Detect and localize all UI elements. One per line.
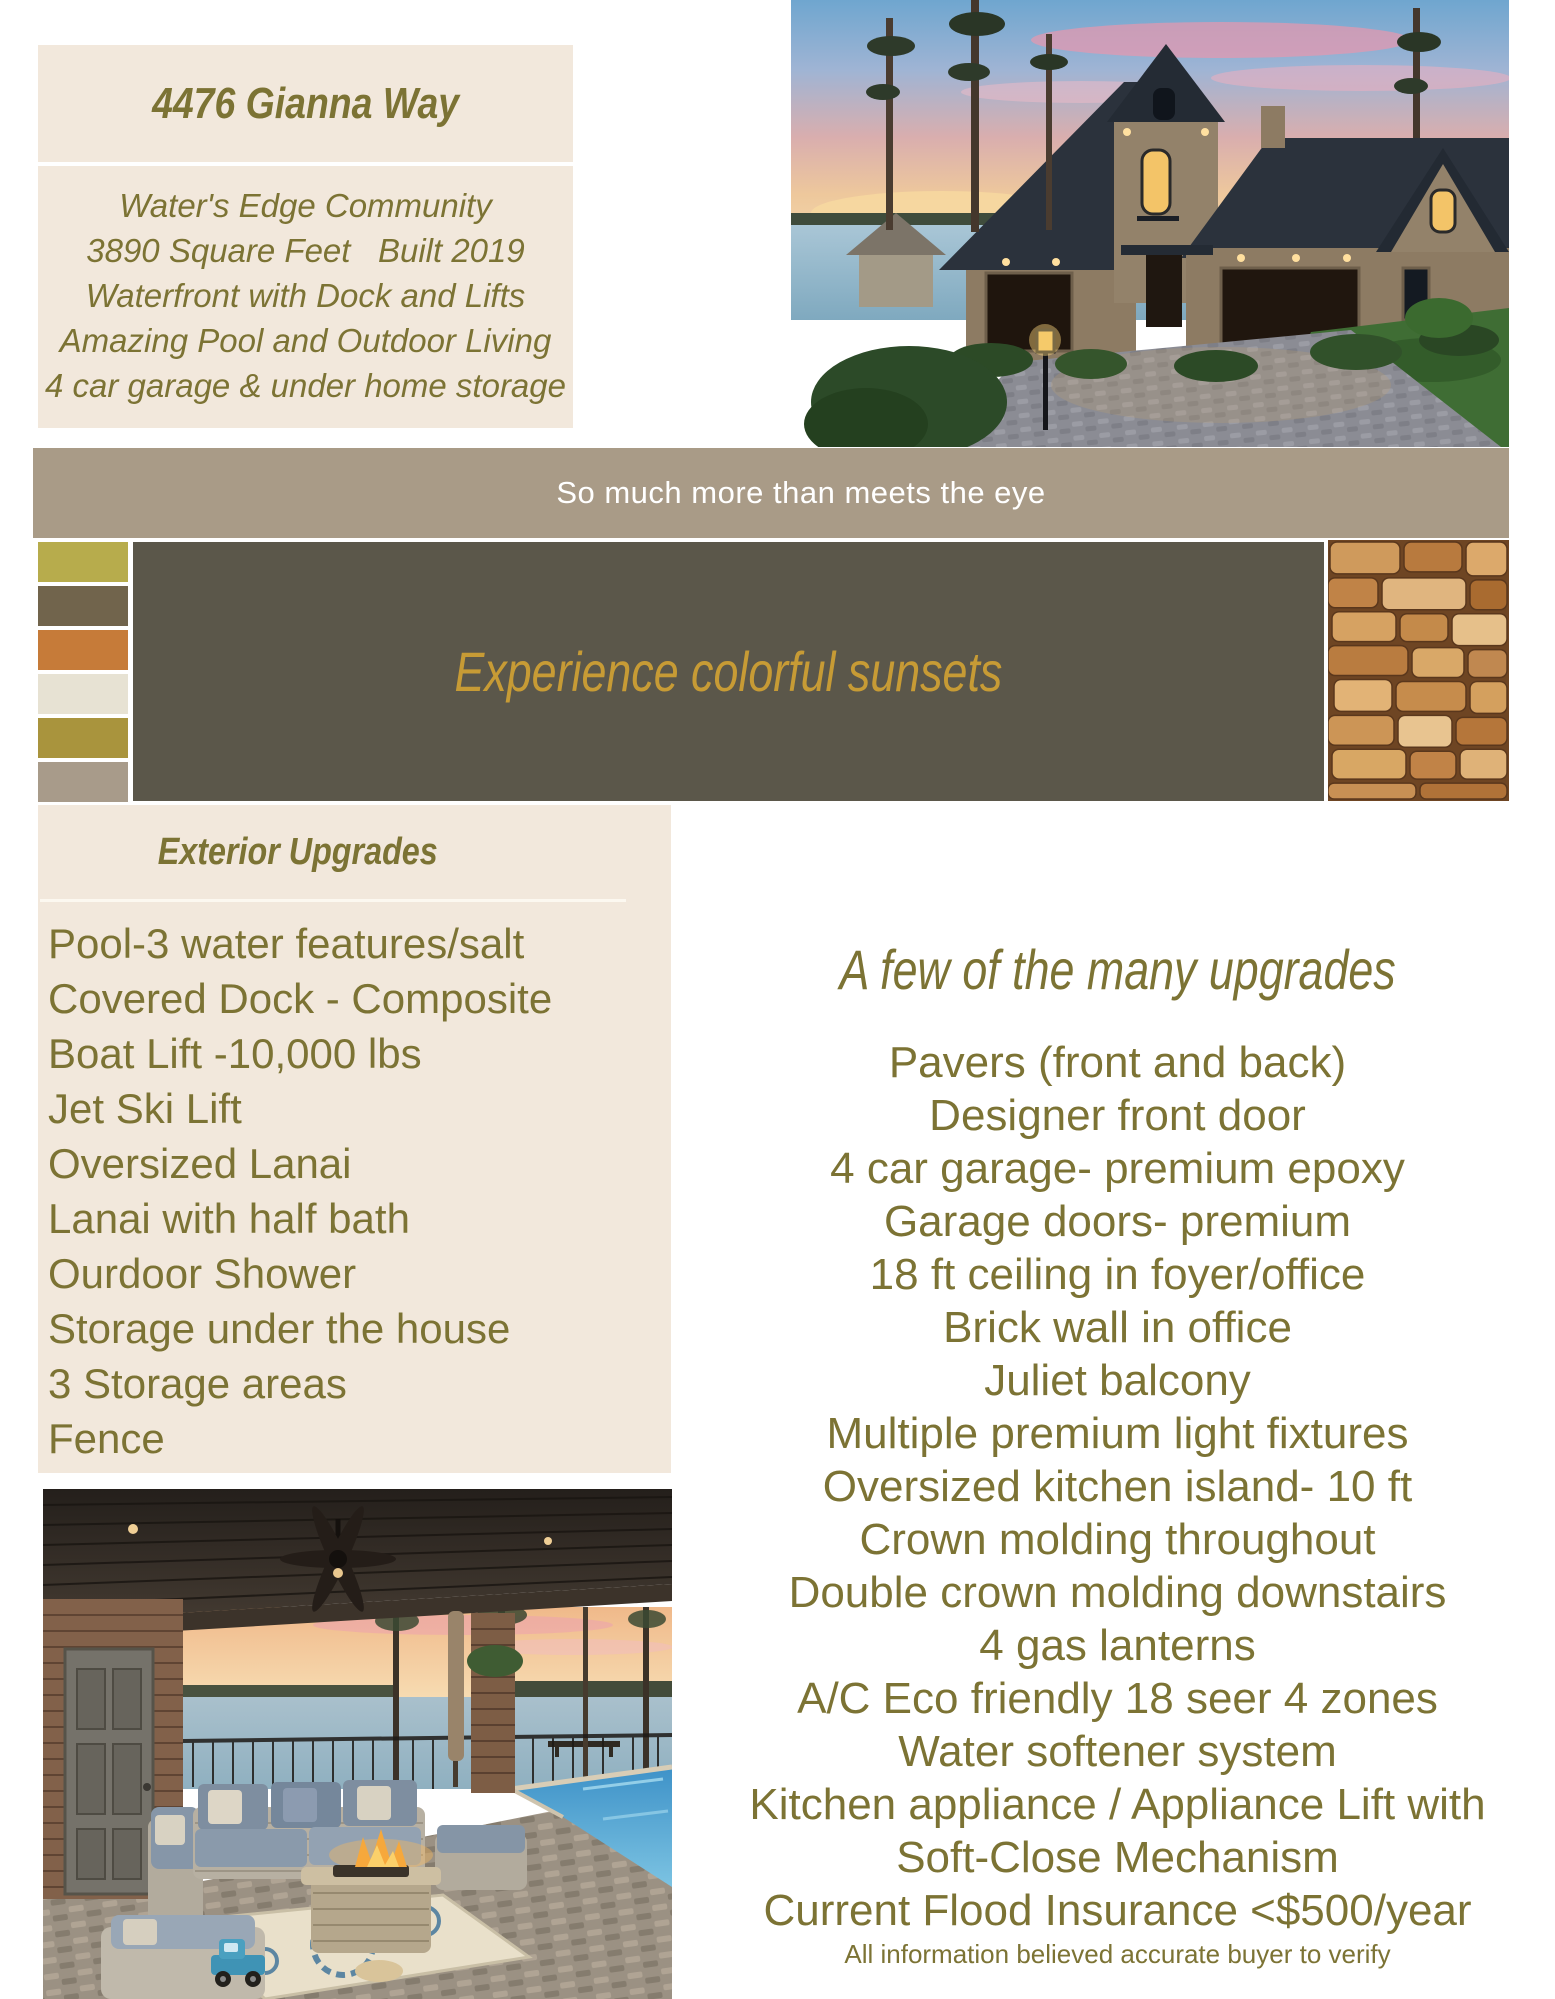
exterior-upgrades-panel — [38, 805, 671, 1473]
exterior-upgrade-item: Jet Ski Lift — [48, 1085, 242, 1132]
detail-line: Waterfront with Dock and Lifts — [85, 277, 526, 314]
stone-texture-illustration — [1328, 540, 1509, 801]
detail-line: 3890 Square Feet Built 2019 — [86, 232, 525, 269]
exterior-upgrades-heading: Exterior Upgrades — [157, 831, 439, 873]
lanai-photo-illustration — [43, 1489, 672, 1999]
exterior-upgrade-item: Lanai with half bath — [48, 1195, 410, 1242]
house-photo-illustration — [791, 0, 1509, 447]
lanai-photo — [43, 1489, 672, 1999]
exterior-upgrade-item: Ourdoor Shower — [48, 1250, 357, 1297]
detail-line: Water's Edge Community — [119, 187, 492, 224]
upgrade-line: 18 ft ceiling in foyer/office — [869, 1250, 1366, 1299]
upgrade-line: Soft-Close Mechanism — [896, 1833, 1339, 1882]
exterior-upgrades-list — [38, 916, 671, 1466]
exterior-upgrade-item: Pool-3 water features/salt — [48, 920, 525, 967]
exterior-upgrade-item: Oversized Lanai — [48, 1140, 352, 1187]
detail-line: 4 car garage & under home storage — [45, 367, 566, 404]
upgrades-list — [680, 1036, 1555, 1937]
stone-texture-image — [1328, 540, 1509, 801]
color-swatch — [38, 674, 128, 714]
exterior-upgrade-item: Boat Lift -10,000 lbs — [48, 1030, 422, 1077]
upgrade-line: Double crown molding downstairs — [788, 1568, 1447, 1617]
upgrade-line: 4 gas lanterns — [979, 1621, 1256, 1670]
upgrade-line: Pavers (front and back) — [888, 1038, 1347, 1087]
upgrade-line: Crown molding throughout — [859, 1515, 1376, 1564]
upgrade-line: Water softener system — [898, 1727, 1337, 1776]
upgrade-line: 4 car garage- premium epoxy — [830, 1144, 1405, 1193]
tagline-text: So much more than meets the eye — [556, 475, 1046, 510]
property-details-box — [38, 166, 573, 428]
upgrade-line: Oversized kitchen island- 10 ft — [822, 1462, 1413, 1511]
tagline-banner — [33, 448, 1509, 538]
color-swatch — [38, 630, 128, 670]
color-swatch — [38, 542, 128, 582]
sunset-banner — [133, 542, 1324, 801]
exterior-upgrades-heading-row — [38, 829, 558, 883]
sunset-banner-text: Experience colorful sunsets — [454, 640, 1003, 703]
property-title-box — [38, 45, 573, 162]
upgrade-line: Juliet balcony — [984, 1356, 1251, 1405]
color-swatch-column — [38, 542, 128, 802]
disclaimer-text: All information believed accurate buyer to verify — [844, 1939, 1391, 1969]
color-swatch — [38, 718, 128, 758]
upgrade-line: Garage doors- premium — [883, 1197, 1352, 1246]
page-title: 4476 Gianna Way — [152, 78, 459, 128]
upgrade-line: Brick wall in office — [943, 1303, 1292, 1352]
upgrades-heading-row — [680, 938, 1555, 1002]
exterior-upgrade-item: Fence — [48, 1415, 165, 1462]
upgrades-column — [680, 920, 1555, 1969]
upgrade-line: Current Flood Insurance <$500/year — [763, 1886, 1472, 1935]
color-swatch — [38, 586, 128, 626]
upgrade-line: Designer front door — [929, 1091, 1306, 1140]
upgrade-line: Multiple premium light fixtures — [826, 1409, 1409, 1458]
exterior-upgrade-item: 3 Storage areas — [48, 1360, 347, 1407]
detail-line: Amazing Pool and Outdoor Living — [59, 322, 552, 359]
exterior-upgrade-item: Storage under the house — [48, 1305, 511, 1352]
color-swatch — [38, 762, 128, 802]
exterior-upgrade-item: Covered Dock - Composite — [48, 975, 553, 1022]
upgrade-line: A/C Eco friendly 18 seer 4 zones — [797, 1674, 1438, 1723]
upgrades-heading: A few of the many upgrades — [839, 938, 1396, 1001]
upgrade-line: Kitchen appliance / Appliance Lift with — [749, 1780, 1486, 1829]
heading-underline — [40, 899, 626, 902]
house-photo — [791, 0, 1509, 447]
